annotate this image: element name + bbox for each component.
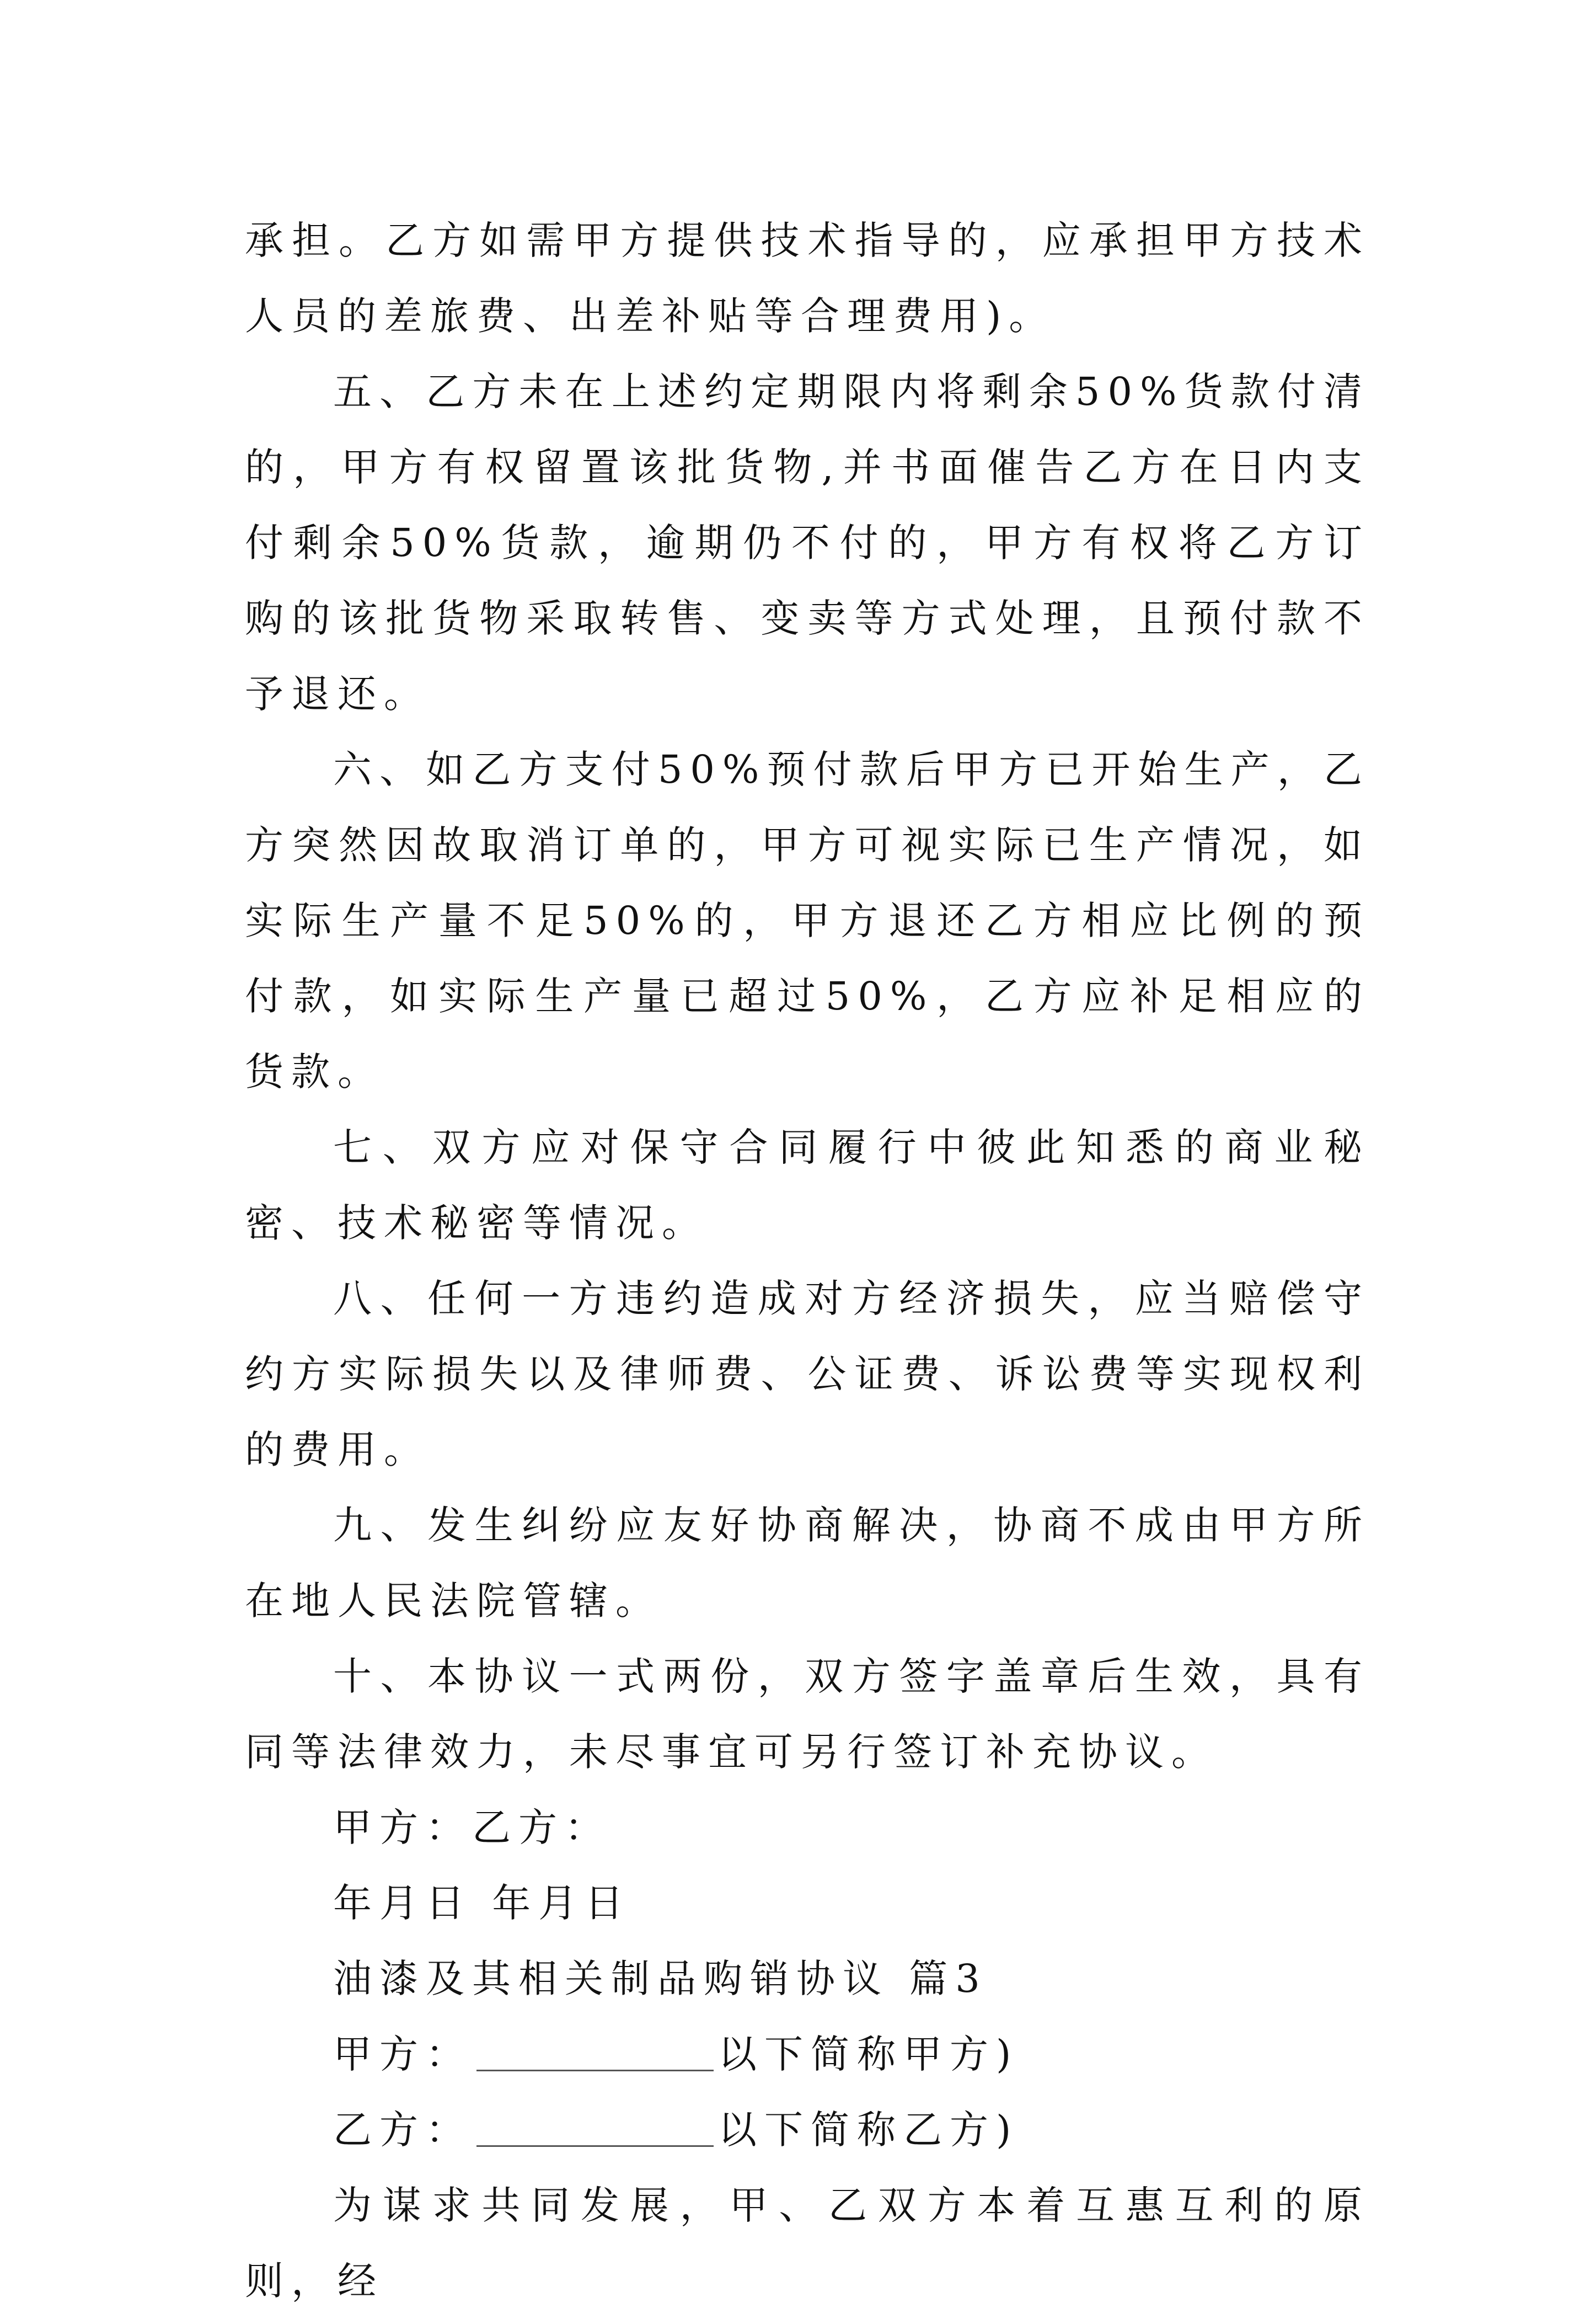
paragraph-clause-8: 八、任何一方违约造成对方经济损失，应当赔偿守约方实际损失以及律师费、公证费、诉讼费等实现权利的费用。 bbox=[245, 1276, 1370, 1472]
paragraph-clause-6: 六、如乙方支付50%预付款后甲方已开始生产，乙方突然因故取消订单的，甲方可视实际已生产情况，如实际生产量不足50%的，甲方退还乙方相应比例的预付款，如实际生产量已超过50%，乙方应补足相应的货款。 bbox=[245, 747, 1370, 1094]
party-a-label: 甲方： bbox=[333, 2032, 472, 2077]
paragraph-clause-10: 十、本协议一式两份，双方签字盖章后生效，具有同等法律效力，未尽事宜可另行签订补充协议。 bbox=[245, 1654, 1370, 1775]
party-a-suffix: 以下简称甲方) bbox=[718, 2032, 1019, 2077]
paragraph-clause-4-continued: 承担。乙方如需甲方提供技术指导的，应承担甲方技术人员的差旅费、出差补贴等合理费用)。 bbox=[245, 218, 1370, 339]
intro-paragraph: 为谋求共同发展，甲、乙双方本着互惠互利的原则，经 bbox=[245, 2183, 1370, 2304]
party-a-blank-field bbox=[476, 2031, 714, 2071]
party-b-blank-field bbox=[476, 2107, 714, 2147]
party-b-suffix: 以下简称乙方) bbox=[718, 2107, 1019, 2152]
paragraph-clause-7: 七、双方应对保守合同履行中彼此知悉的商业秘密、技术秘密等情况。 bbox=[245, 1125, 1370, 1246]
party-a-line bbox=[245, 2017, 1370, 2092]
party-b-line bbox=[245, 2092, 1370, 2168]
document-body bbox=[245, 203, 1370, 2319]
signature-dates: 年月日 年月日 bbox=[333, 1880, 631, 1926]
paragraph-clause-5: 五、乙方未在上述约定期限内将剩余50%货款付清的，甲方有权留置该批货物,并书面催告乙方在日内支付剩余50%货款，逾期仍不付的，甲方有权将乙方订购的该批货物采取转售、变卖等方式处理，且预付款不予退还。 bbox=[245, 369, 1370, 717]
party-b-label: 乙方： bbox=[333, 2107, 472, 2152]
signature-parties: 甲方：乙方： bbox=[333, 1805, 611, 1850]
section-title: 油漆及其相关制品购销协议 篇3 bbox=[333, 1956, 988, 2001]
paragraph-clause-9: 九、发生纠纷应友好协商解决，协商不成由甲方所在地人民法院管辖。 bbox=[245, 1503, 1370, 1623]
